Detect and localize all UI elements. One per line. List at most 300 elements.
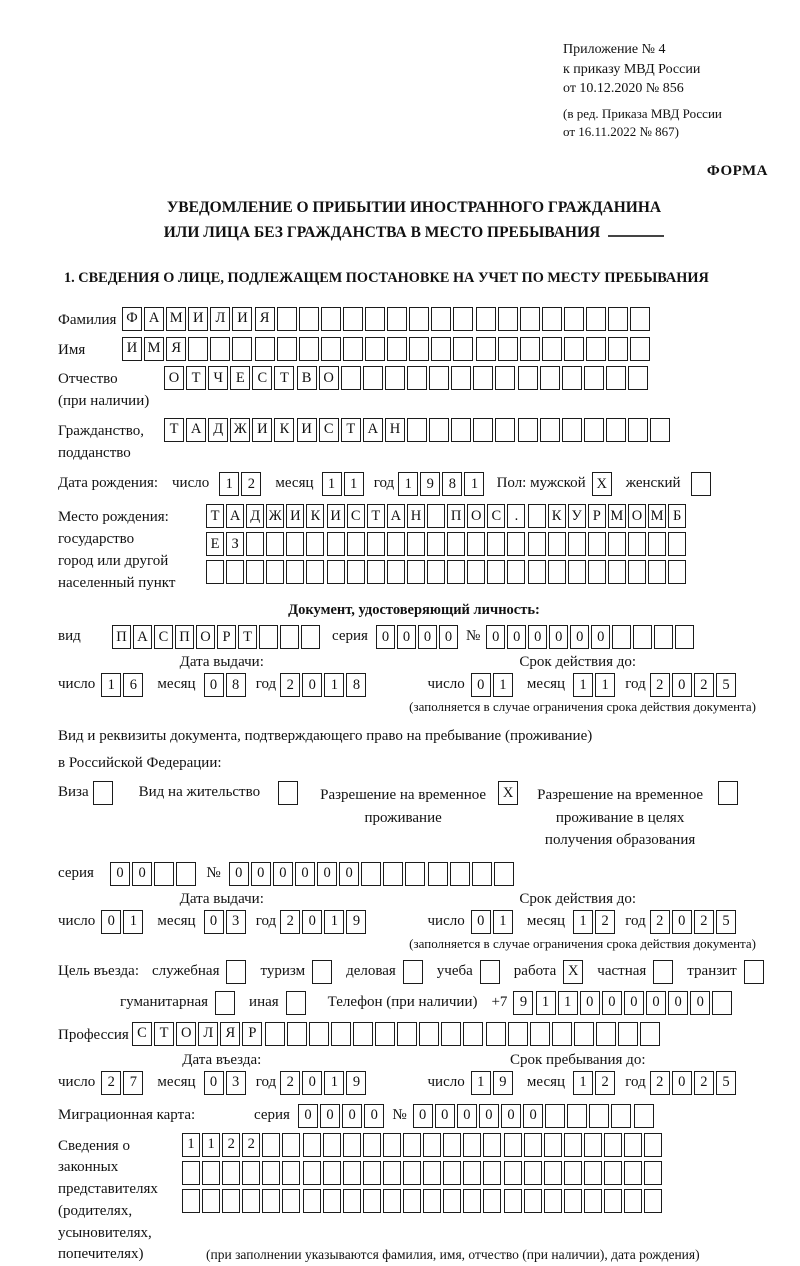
form-cell[interactable] [286,560,304,584]
form-cell[interactable]: И [286,504,304,528]
form-cell[interactable] [306,532,324,556]
form-cell[interactable] [232,337,252,361]
form-cell[interactable]: 0 [204,1071,224,1095]
form-cell[interactable]: 0 [320,1104,340,1128]
form-cell[interactable] [453,307,473,331]
form-cell[interactable]: А [133,625,152,649]
form-cell[interactable] [443,1133,461,1157]
form-cell[interactable] [409,337,429,361]
form-cell[interactable] [486,1022,506,1046]
residence-permit-checkbox[interactable] [278,781,298,805]
form-cell[interactable]: 7 [123,1071,143,1095]
form-cell[interactable]: З [226,532,244,556]
form-cell[interactable]: 0 [624,991,644,1015]
form-cell[interactable]: 2 [280,910,300,934]
form-cell[interactable] [347,532,365,556]
form-cell[interactable] [530,1022,550,1046]
purpose-other-checkbox[interactable] [286,991,306,1015]
form-cell[interactable] [463,1133,481,1157]
form-cell[interactable]: 1 [324,673,344,697]
form-cell[interactable] [282,1133,300,1157]
form-cell[interactable]: С [319,418,339,442]
form-cell[interactable] [507,532,525,556]
form-cell[interactable] [495,366,515,390]
form-cell[interactable]: 0 [302,673,322,697]
form-cell[interactable]: 1 [536,991,556,1015]
form-cell[interactable] [255,337,275,361]
form-cell[interactable] [487,532,505,556]
form-cell[interactable]: Р [242,1022,262,1046]
form-cell[interactable] [387,560,405,584]
form-cell[interactable] [363,1133,381,1157]
form-cell[interactable] [419,1022,439,1046]
form-cell[interactable] [387,532,405,556]
form-cell[interactable] [518,418,538,442]
form-cell[interactable] [564,1189,582,1213]
form-cell[interactable] [347,560,365,584]
form-cell[interactable]: 0 [672,910,692,934]
form-cell[interactable] [343,307,363,331]
form-cell[interactable]: 0 [471,673,491,697]
form-cell[interactable] [540,418,560,442]
form-cell[interactable] [545,1104,565,1128]
form-cell[interactable] [612,625,631,649]
form-cell[interactable] [282,1189,300,1213]
form-cell[interactable]: 2 [595,910,615,934]
form-cell[interactable]: 0 [672,673,692,697]
form-cell[interactable] [266,532,284,556]
form-cell[interactable] [476,337,496,361]
form-cell[interactable]: 2 [280,1071,300,1095]
form-cell[interactable] [327,560,345,584]
form-cell[interactable]: 2 [101,1071,121,1095]
form-cell[interactable] [210,337,230,361]
form-cell[interactable]: И [188,307,208,331]
form-cell[interactable]: 5 [716,910,736,934]
form-cell[interactable]: 2 [595,1071,615,1095]
form-cell[interactable] [584,366,604,390]
form-cell[interactable]: 0 [132,862,152,886]
form-cell[interactable]: Л [210,307,230,331]
form-cell[interactable]: И [232,307,252,331]
form-cell[interactable]: 0 [435,1104,455,1128]
form-cell[interactable] [584,1189,602,1213]
form-cell[interactable] [323,1189,341,1213]
form-cell[interactable]: Т [154,1022,174,1046]
form-cell[interactable]: М [144,337,164,361]
form-cell[interactable]: 0 [376,625,395,649]
form-cell[interactable] [586,337,606,361]
purpose-work-checkbox[interactable]: X [563,960,583,984]
form-cell[interactable] [562,418,582,442]
form-cell[interactable] [246,560,264,584]
form-cell[interactable] [397,1022,417,1046]
form-cell[interactable] [423,1133,441,1157]
form-cell[interactable] [483,1161,501,1185]
form-cell[interactable] [544,1161,562,1185]
form-cell[interactable] [648,532,666,556]
form-cell[interactable]: К [306,504,324,528]
form-cell[interactable]: 3 [226,1071,246,1095]
form-cell[interactable]: 2 [650,673,670,697]
form-cell[interactable]: 2 [222,1133,240,1157]
form-cell[interactable]: 0 [690,991,710,1015]
form-cell[interactable] [431,337,451,361]
form-cell[interactable]: 8 [226,673,246,697]
form-cell[interactable] [574,1022,594,1046]
form-cell[interactable]: 1 [558,991,578,1015]
form-cell[interactable]: 2 [694,910,714,934]
form-cell[interactable]: С [132,1022,152,1046]
form-cell[interactable] [176,862,196,886]
form-cell[interactable]: 1 [324,1071,344,1095]
form-cell[interactable] [562,366,582,390]
form-cell[interactable]: 0 [204,673,224,697]
form-cell[interactable]: У [568,504,586,528]
form-cell[interactable]: Т [206,504,224,528]
form-cell[interactable] [544,1133,562,1157]
form-cell[interactable]: Ф [122,307,142,331]
form-cell[interactable] [668,560,686,584]
form-cell[interactable] [321,337,341,361]
form-cell[interactable]: Ч [208,366,228,390]
form-cell[interactable]: О [319,366,339,390]
form-cell[interactable] [463,1022,483,1046]
form-cell[interactable]: 0 [507,625,526,649]
form-cell[interactable] [589,1104,609,1128]
form-cell[interactable] [331,1022,351,1046]
form-cell[interactable]: 1 [322,472,342,496]
form-cell[interactable]: 0 [523,1104,543,1128]
form-cell[interactable] [343,1189,361,1213]
form-cell[interactable] [542,307,562,331]
form-cell[interactable] [564,1133,582,1157]
form-cell[interactable]: 5 [716,1071,736,1095]
form-cell[interactable] [584,1161,602,1185]
form-cell[interactable]: 1 [595,673,615,697]
form-cell[interactable]: А [387,504,405,528]
form-cell[interactable] [644,1161,662,1185]
form-cell[interactable] [387,307,407,331]
form-cell[interactable]: 1 [101,673,121,697]
form-cell[interactable] [363,1161,381,1185]
form-cell[interactable] [403,1133,421,1157]
form-cell[interactable]: Л [198,1022,218,1046]
form-cell[interactable]: О [467,504,485,528]
purpose-business-checkbox[interactable] [403,960,423,984]
form-cell[interactable] [628,560,646,584]
form-cell[interactable] [495,418,515,442]
form-cell[interactable] [365,337,385,361]
form-cell[interactable]: Д [246,504,264,528]
form-cell[interactable] [427,560,445,584]
form-cell[interactable] [451,418,471,442]
form-cell[interactable] [568,560,586,584]
form-cell[interactable] [524,1189,542,1213]
form-cell[interactable] [473,366,493,390]
form-cell[interactable]: 0 [317,862,337,886]
form-cell[interactable] [528,504,546,528]
form-cell[interactable]: 9 [346,910,366,934]
form-cell[interactable]: 3 [226,910,246,934]
form-cell[interactable] [447,560,465,584]
form-cell[interactable]: И [122,337,142,361]
form-cell[interactable] [596,1022,616,1046]
form-cell[interactable] [487,560,505,584]
form-cell[interactable] [427,532,445,556]
form-cell[interactable] [367,560,385,584]
form-cell[interactable] [450,862,470,886]
form-cell[interactable] [154,862,174,886]
temp-residence-edu-checkbox[interactable] [718,781,738,805]
form-cell[interactable]: К [548,504,566,528]
form-cell[interactable] [405,862,425,886]
form-cell[interactable] [624,1161,642,1185]
form-cell[interactable] [463,1161,481,1185]
form-cell[interactable] [299,337,319,361]
form-cell[interactable] [483,1189,501,1213]
form-cell[interactable] [323,1161,341,1185]
form-cell[interactable]: 1 [398,472,418,496]
form-cell[interactable]: 0 [229,862,249,886]
form-cell[interactable] [375,1022,395,1046]
form-cell[interactable] [528,532,546,556]
form-cell[interactable] [472,862,492,886]
form-cell[interactable] [262,1133,280,1157]
form-cell[interactable]: 0 [204,910,224,934]
form-cell[interactable]: 9 [420,472,440,496]
form-cell[interactable]: 0 [668,991,688,1015]
form-cell[interactable] [564,1161,582,1185]
form-cell[interactable]: О [176,1022,196,1046]
form-cell[interactable] [321,307,341,331]
form-cell[interactable]: П [112,625,131,649]
form-cell[interactable]: 0 [397,625,416,649]
female-checkbox[interactable] [691,472,711,496]
form-cell[interactable] [287,1022,307,1046]
form-cell[interactable] [303,1189,321,1213]
form-cell[interactable]: Т [186,366,206,390]
form-cell[interactable] [654,625,673,649]
form-cell[interactable] [242,1161,260,1185]
form-cell[interactable]: 0 [101,910,121,934]
purpose-tourism-checkbox[interactable] [312,960,332,984]
form-cell[interactable]: 0 [418,625,437,649]
form-cell[interactable]: Е [206,532,224,556]
form-cell[interactable] [624,1189,642,1213]
form-cell[interactable]: А [144,307,164,331]
form-cell[interactable] [246,532,264,556]
form-cell[interactable] [542,337,562,361]
form-cell[interactable] [588,560,606,584]
form-cell[interactable]: 1 [344,472,364,496]
form-cell[interactable]: 0 [580,991,600,1015]
form-cell[interactable]: 2 [694,673,714,697]
form-cell[interactable] [712,991,732,1015]
form-cell[interactable] [650,418,670,442]
form-cell[interactable] [226,560,244,584]
form-cell[interactable]: 9 [513,991,533,1015]
form-cell[interactable] [277,307,297,331]
form-cell[interactable] [630,337,650,361]
form-cell[interactable] [428,862,448,886]
form-cell[interactable] [383,1189,401,1213]
form-cell[interactable] [202,1189,220,1213]
form-cell[interactable] [520,307,540,331]
form-cell[interactable] [367,532,385,556]
form-cell[interactable]: 0 [364,1104,384,1128]
form-cell[interactable]: 9 [346,1071,366,1095]
form-cell[interactable]: Т [238,625,257,649]
form-cell[interactable] [343,1133,361,1157]
form-cell[interactable] [407,532,425,556]
form-cell[interactable] [403,1189,421,1213]
form-cell[interactable]: О [196,625,215,649]
form-cell[interactable]: 0 [549,625,568,649]
form-cell[interactable] [182,1189,200,1213]
form-cell[interactable] [423,1161,441,1185]
form-cell[interactable]: 6 [123,673,143,697]
form-cell[interactable] [608,532,626,556]
form-cell[interactable] [385,366,405,390]
form-cell[interactable]: М [166,307,186,331]
form-cell[interactable]: 0 [339,862,359,886]
form-cell[interactable]: 1 [202,1133,220,1157]
form-cell[interactable] [508,1022,528,1046]
form-cell[interactable]: . [507,504,525,528]
form-cell[interactable]: 1 [573,673,593,697]
visa-checkbox[interactable] [93,781,113,805]
form-cell[interactable] [606,366,626,390]
form-cell[interactable] [504,1133,522,1157]
form-cell[interactable] [280,625,299,649]
form-cell[interactable] [524,1133,542,1157]
form-cell[interactable] [286,532,304,556]
form-cell[interactable]: 0 [457,1104,477,1128]
form-cell[interactable] [630,307,650,331]
form-cell[interactable] [675,625,694,649]
form-cell[interactable]: 2 [694,1071,714,1095]
form-cell[interactable] [567,1104,587,1128]
form-cell[interactable]: К [274,418,294,442]
form-cell[interactable]: С [154,625,173,649]
form-cell[interactable]: 0 [570,625,589,649]
form-cell[interactable]: 0 [273,862,293,886]
form-cell[interactable] [498,337,518,361]
form-cell[interactable] [242,1189,260,1213]
form-cell[interactable]: Е [230,366,250,390]
form-cell[interactable]: И [327,504,345,528]
form-cell[interactable]: 0 [342,1104,362,1128]
form-cell[interactable]: 1 [219,472,239,496]
form-cell[interactable] [299,307,319,331]
form-cell[interactable] [504,1189,522,1213]
form-cell[interactable] [668,532,686,556]
form-cell[interactable]: 0 [413,1104,433,1128]
form-cell[interactable] [451,366,471,390]
form-cell[interactable]: А [226,504,244,528]
form-cell[interactable]: 2 [650,910,670,934]
form-cell[interactable] [353,1022,373,1046]
form-cell[interactable] [604,1189,622,1213]
form-cell[interactable]: 0 [479,1104,499,1128]
form-cell[interactable] [387,337,407,361]
form-cell[interactable] [206,560,224,584]
form-cell[interactable] [634,1104,654,1128]
form-cell[interactable] [608,337,628,361]
form-cell[interactable]: 1 [471,1071,491,1095]
form-cell[interactable] [584,418,604,442]
form-cell[interactable] [628,418,648,442]
form-cell[interactable] [182,1161,200,1185]
form-cell[interactable] [303,1161,321,1185]
form-cell[interactable] [548,532,566,556]
form-cell[interactable]: П [175,625,194,649]
form-cell[interactable] [443,1161,461,1185]
form-cell[interactable] [277,337,297,361]
form-cell[interactable]: Д [208,418,228,442]
form-cell[interactable] [624,1133,642,1157]
form-cell[interactable]: А [186,418,206,442]
form-cell[interactable]: 2 [650,1071,670,1095]
form-cell[interactable] [552,1022,572,1046]
form-cell[interactable] [568,532,586,556]
form-cell[interactable]: 8 [442,472,462,496]
form-cell[interactable]: 0 [302,1071,322,1095]
form-cell[interactable] [407,366,427,390]
form-cell[interactable] [520,337,540,361]
form-cell[interactable]: И [252,418,272,442]
form-cell[interactable] [301,625,320,649]
form-cell[interactable] [441,1022,461,1046]
form-cell[interactable]: М [608,504,626,528]
form-cell[interactable]: С [347,504,365,528]
form-cell[interactable] [361,862,381,886]
form-cell[interactable] [463,1189,481,1213]
form-cell[interactable]: 2 [242,1133,260,1157]
form-cell[interactable]: А [363,418,383,442]
form-cell[interactable] [266,560,284,584]
form-cell[interactable] [383,1161,401,1185]
form-cell[interactable] [588,532,606,556]
form-cell[interactable] [564,307,584,331]
form-cell[interactable] [604,1161,622,1185]
form-cell[interactable]: 1 [182,1133,200,1157]
form-cell[interactable]: О [164,366,184,390]
form-cell[interactable]: В [297,366,317,390]
form-cell[interactable]: Т [367,504,385,528]
form-cell[interactable] [640,1022,660,1046]
form-cell[interactable] [467,560,485,584]
form-cell[interactable]: 0 [501,1104,521,1128]
form-cell[interactable]: 1 [123,910,143,934]
purpose-study-checkbox[interactable] [480,960,500,984]
form-cell[interactable] [447,532,465,556]
form-cell[interactable] [431,307,451,331]
form-cell[interactable]: Н [407,504,425,528]
form-cell[interactable]: 0 [302,910,322,934]
form-cell[interactable]: Н [385,418,405,442]
form-cell[interactable] [403,1161,421,1185]
form-cell[interactable] [222,1189,240,1213]
form-cell[interactable] [429,366,449,390]
temp-residence-checkbox[interactable]: X [498,781,518,805]
form-cell[interactable]: 2 [241,472,261,496]
form-cell[interactable]: Ж [230,418,250,442]
form-cell[interactable] [467,532,485,556]
form-cell[interactable] [507,560,525,584]
form-cell[interactable] [628,532,646,556]
